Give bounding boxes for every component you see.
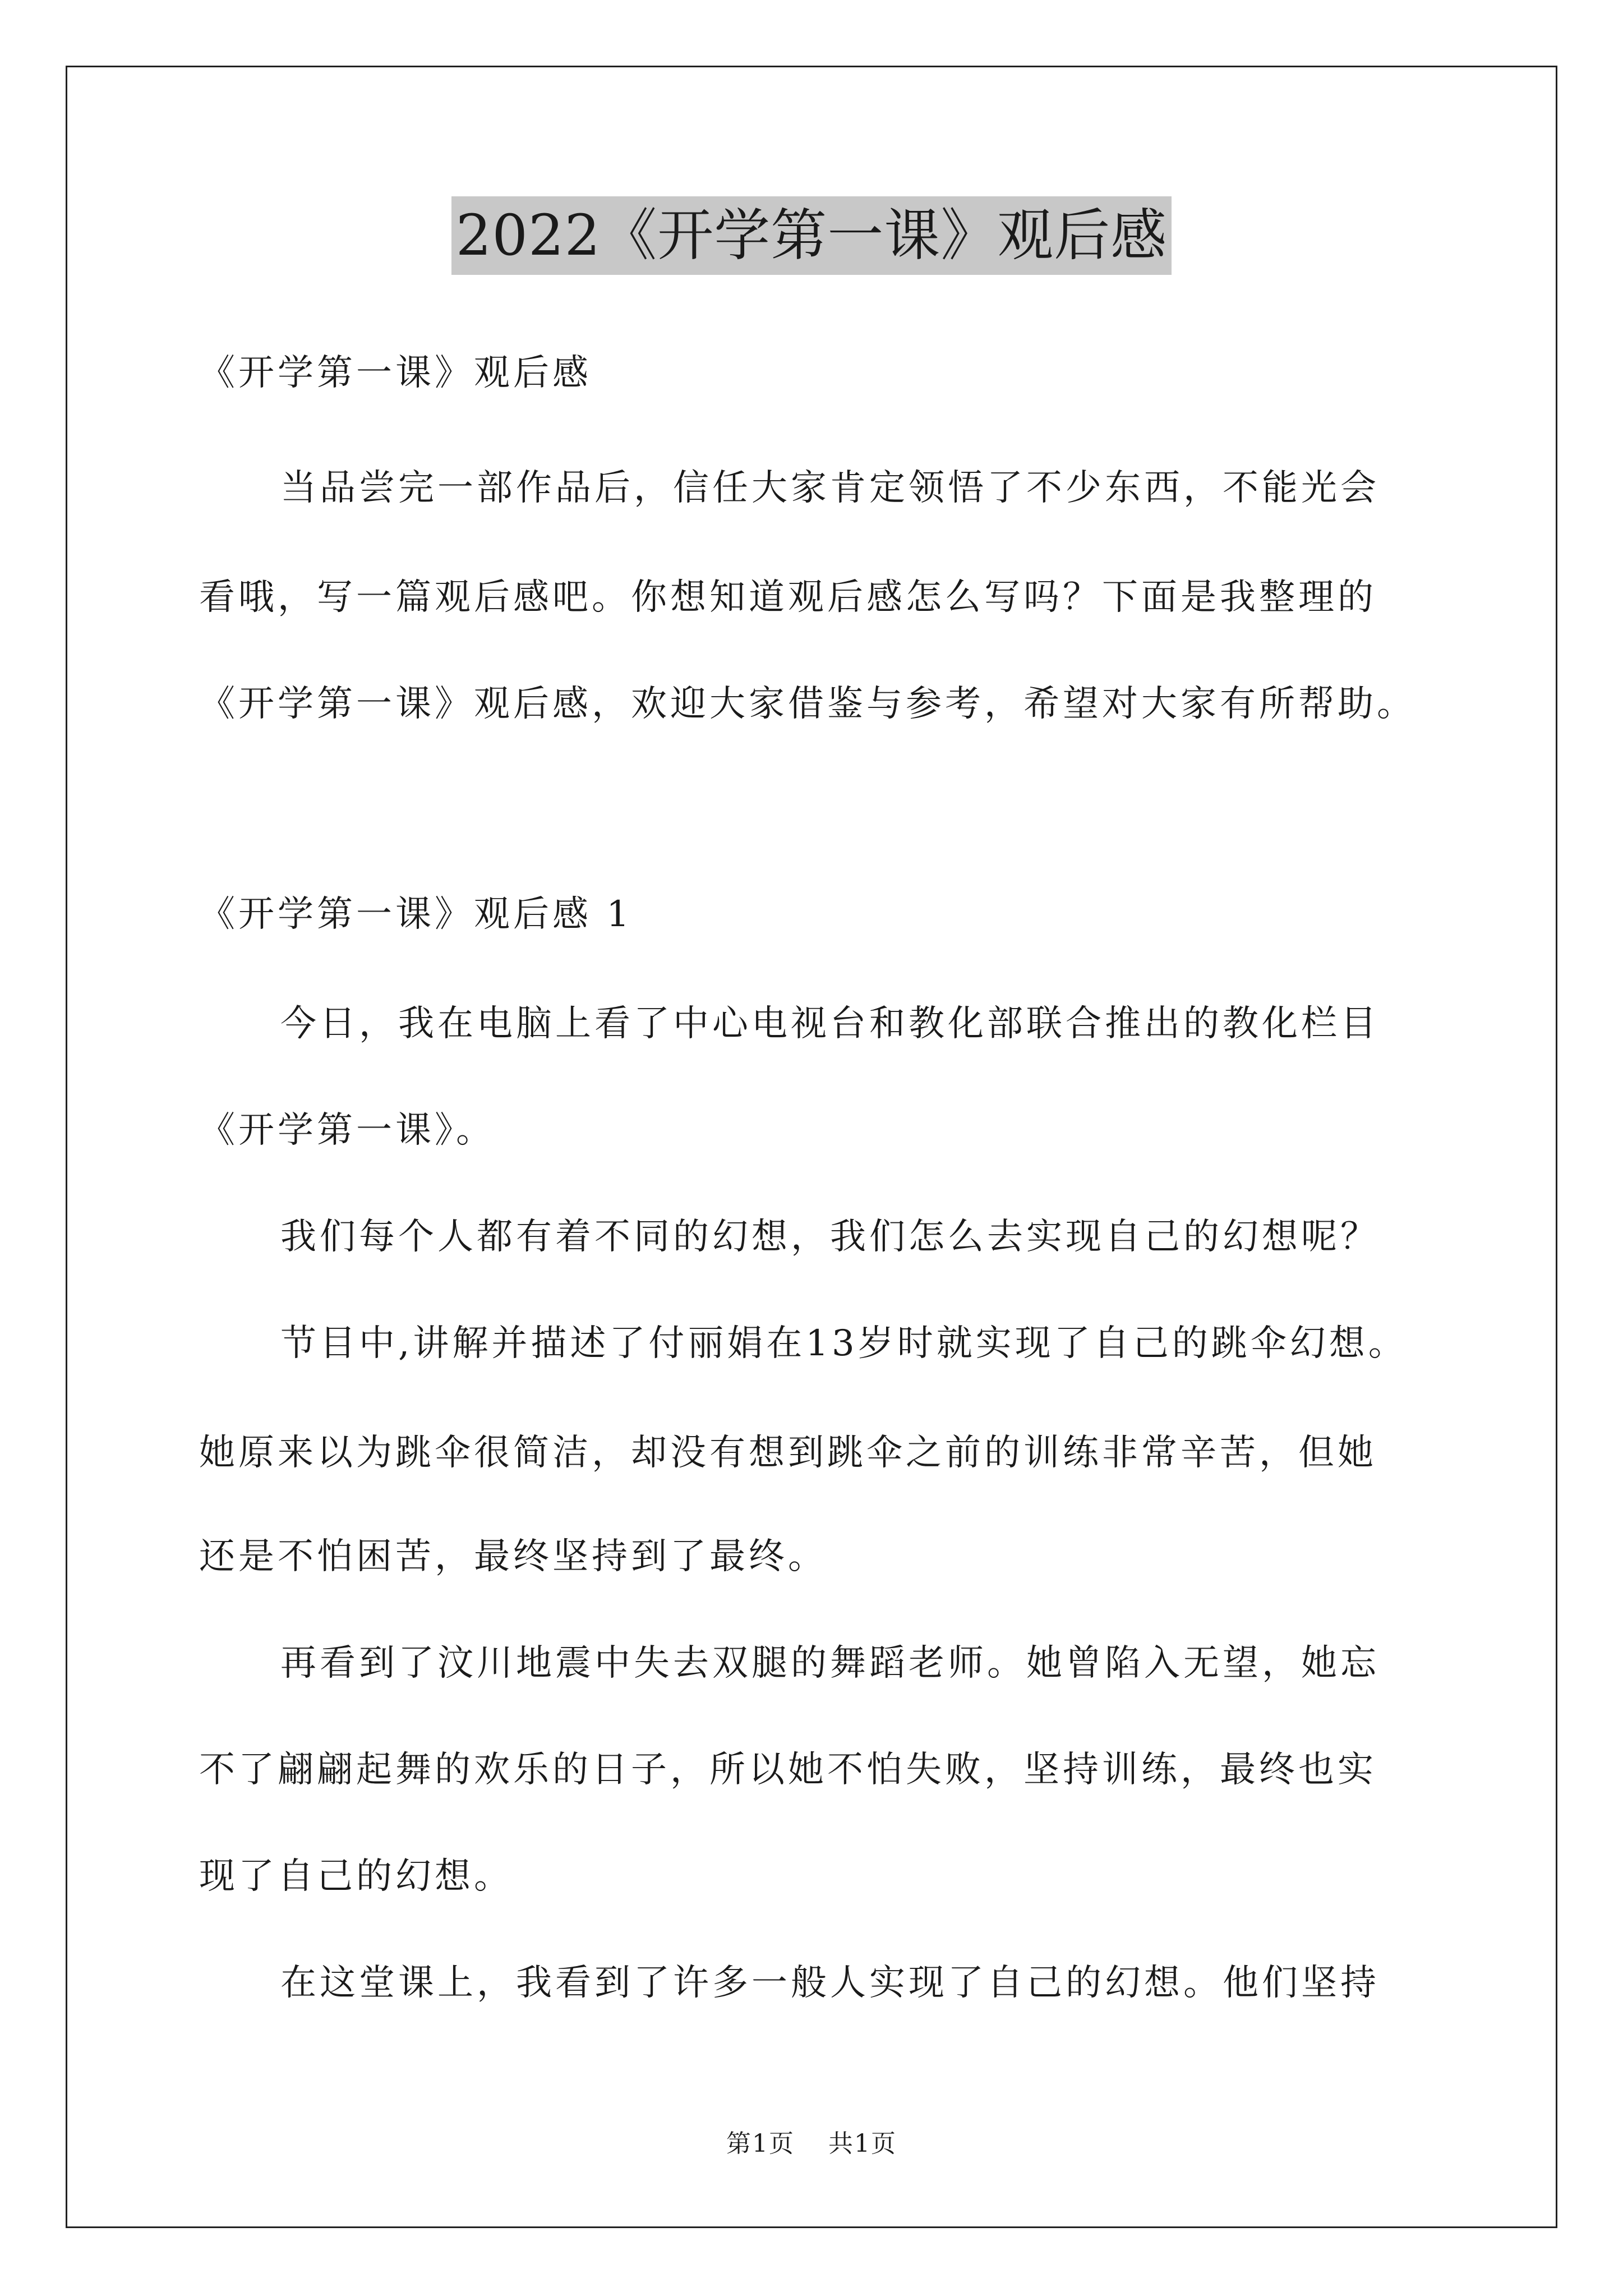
paragraph-line: 我们每个人都有着不同的幻想，我们怎么去实现自己的幻想呢？ <box>280 1216 1380 1258</box>
paragraph-line: 看哦，写一篇观后感吧。你想知道观后感怎么写吗？下面是我整理的 <box>199 577 1377 618</box>
paragraph-line: 今日，我在电脑上看了中心电视台和教化部联合推出的教化栏目 <box>280 1003 1380 1045</box>
paragraph-line: 现了自己的幻想。 <box>199 1856 513 1897</box>
page-footer <box>0 2127 1623 2161</box>
paragraph-line: 在这堂课上，我看到了许多一般人实现了自己的幻想。他们坚持 <box>280 1962 1380 2004</box>
paragraph-line: 还是不怕困苦，最终坚持到了最终。 <box>199 1536 827 1577</box>
paragraph-line: 《开学第一课》观后感，欢迎大家借鉴与参考，希望对大家有所帮助。 <box>199 683 1416 725</box>
section-heading-1: 《开学第一课》观后感 1 <box>199 894 633 935</box>
section-heading-intro: 《开学第一课》观后感 <box>199 352 592 394</box>
paragraph-line: 不了翩翩起舞的欢乐的日子，所以她不怕失败，坚持训练，最终也实 <box>199 1749 1377 1791</box>
paragraph-line: 《开学第一课》。 <box>199 1110 495 1151</box>
document-title: 2022《开学第一课》观后感 <box>451 196 1172 275</box>
paragraph-line: 节目中,讲解并描述了付丽娟在13岁时就实现了自己的跳伞幻想。 <box>280 1323 1408 1364</box>
page-total: 共1页 <box>828 2129 897 2158</box>
paragraph-line: 她原来以为跳伞很简洁，却没有想到跳伞之前的训练非常辛苦，但她 <box>199 1432 1377 1474</box>
title-container <box>0 196 1623 275</box>
page-number: 第1页 <box>726 2129 795 2158</box>
paragraph-line: 再看到了汶川地震中失去双腿的舞蹈老师。她曾陷入无望，她忘 <box>280 1642 1380 1684</box>
paragraph-line: 当品尝完一部作品后，信任大家肯定领悟了不少东西，不能光会 <box>280 467 1380 509</box>
